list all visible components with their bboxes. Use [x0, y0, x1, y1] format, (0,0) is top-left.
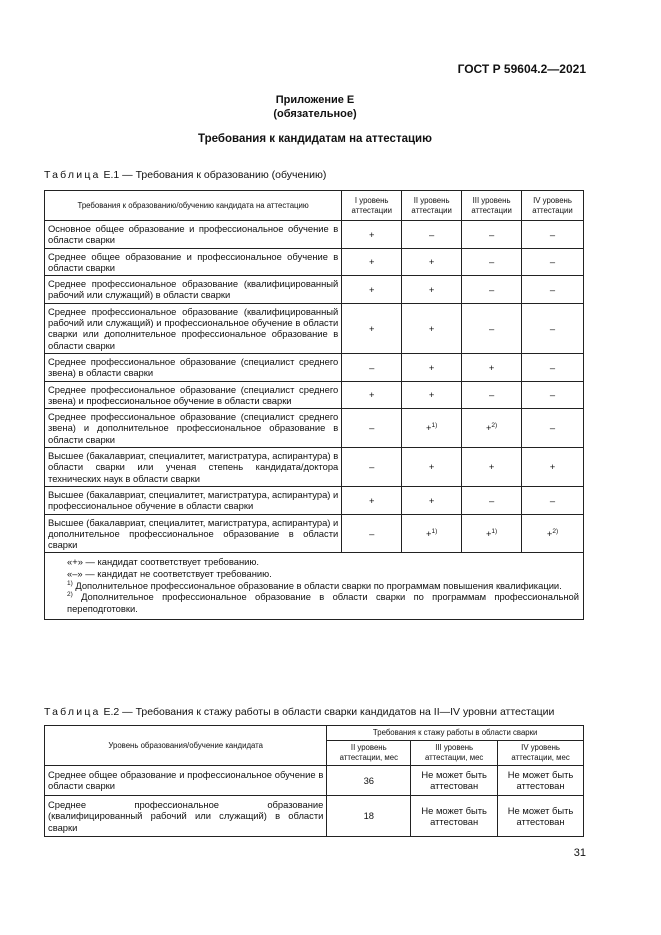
level-2-experience: 18 [327, 795, 411, 836]
header-education-level: Уровень образования/обучение кандидата [45, 726, 327, 766]
table2-row [45, 795, 584, 836]
footnote-ref: 2) [552, 527, 559, 535]
table1-caption-text: Е.1 — Требования к образованию (обучению) [103, 169, 327, 181]
level-3-mark [462, 381, 522, 409]
mark-symbol: – [549, 361, 556, 373]
level-3-mark [462, 303, 522, 353]
header-level-2-months: II уровень аттестации, мес [327, 741, 411, 766]
mark-symbol: – [549, 322, 556, 334]
mark-symbol: + [428, 389, 435, 401]
work-experience-table [44, 725, 584, 837]
level-4-mark [522, 221, 584, 249]
table2-caption-label: Таблица [44, 706, 101, 718]
header-experience-group: Требования к стажу работы в области сварки [327, 726, 584, 741]
mark-symbol: + [549, 461, 556, 473]
mark-symbol: – [549, 256, 556, 268]
table1-row [45, 514, 584, 553]
level-2-mark [402, 353, 462, 381]
header-level-3: III уровень аттестации [462, 191, 522, 221]
level-4-mark [522, 381, 584, 409]
footnote-2 [67, 591, 579, 614]
level-2-mark [402, 221, 462, 249]
requirement-text: Высшее (бакалавриат, специалитет, магистратура, аспирантура) и дополнительное профессиональное образование в области сварки [45, 514, 342, 553]
table2-header-row-1 [45, 726, 584, 741]
header-level-1: I уровень аттестации [342, 191, 402, 221]
table1-row [45, 353, 584, 381]
page-number: 31 [573, 847, 586, 859]
education-level-text: Среднее профессиональное образование (квалифицированный рабочий или служащий) в области сварки [45, 795, 327, 836]
footnote-ref: 1) [491, 527, 498, 535]
level-2-mark [402, 276, 462, 304]
mark-symbol: – [549, 494, 556, 506]
level-4-mark [522, 486, 584, 514]
mark-symbol: + [428, 461, 435, 473]
level-4-mark [522, 303, 584, 353]
table1-row [45, 486, 584, 514]
education-requirements-table [44, 190, 584, 620]
mark-symbol: + [368, 228, 375, 240]
level-2-mark [402, 448, 462, 487]
standard-code: ГОСТ Р 59604.2—2021 [457, 62, 586, 76]
level-3-mark [462, 486, 522, 514]
mark-symbol: – [549, 389, 556, 401]
footnote-ref: 1) [431, 422, 438, 430]
mark-symbol: – [369, 422, 375, 434]
mark-symbol: + [368, 256, 375, 268]
level-2-experience: 36 [327, 766, 411, 796]
mark-symbol: + [426, 422, 432, 434]
level-3-mark [462, 276, 522, 304]
level-3-mark [462, 514, 522, 553]
level-2-mark [402, 248, 462, 276]
level-4-experience: Не может быть аттестован [498, 795, 584, 836]
table2-caption-text: Е.2 — Требования к стажу работы в области сварки кандидатов на II—IV уровни аттестации [103, 706, 555, 718]
legend-plus: «+» — кандидат соответствует требованию. [67, 556, 260, 568]
level-3-mark [462, 221, 522, 249]
table1-header-row [45, 191, 584, 221]
footnote-2-mark: 2) [67, 591, 73, 599]
annex-heading [0, 93, 630, 121]
footnote-2-text: Дополнительное профессиональное образование в области сварки по программам профессиональной переподготовки. [67, 591, 579, 614]
mark-symbol: + [488, 461, 495, 473]
level-3-mark [462, 409, 522, 448]
annex-title: Приложение Е [275, 94, 355, 106]
table1-caption [44, 169, 326, 181]
level-2-mark [402, 381, 462, 409]
legend-minus: «–» — кандидат не соответствует требованию. [67, 568, 272, 580]
level-4-mark [522, 248, 584, 276]
table1-row [45, 248, 584, 276]
level-3-mark [462, 353, 522, 381]
table1-legend-row [45, 553, 584, 620]
mark-symbol: + [368, 494, 375, 506]
mark-symbol: – [488, 322, 495, 334]
footnote-1-mark: 1) [67, 579, 73, 587]
mark-symbol: + [428, 494, 435, 506]
table1-row [45, 381, 584, 409]
header-level-2: II уровень аттестации [402, 191, 462, 221]
level-3-mark [462, 248, 522, 276]
level-1-mark [342, 409, 402, 448]
mark-symbol: – [488, 389, 495, 401]
level-4-mark [522, 448, 584, 487]
level-4-mark [522, 514, 584, 553]
mark-symbol: – [549, 283, 556, 295]
header-level-3-months: III уровень аттестации, мес [411, 741, 498, 766]
level-3-mark [462, 448, 522, 487]
level-1-mark [342, 486, 402, 514]
level-3-experience: Не может быть аттестован [411, 766, 498, 796]
mark-symbol: – [488, 283, 495, 295]
table1-row [45, 448, 584, 487]
mark-symbol: – [549, 228, 556, 240]
level-1-mark [342, 221, 402, 249]
level-1-mark [342, 248, 402, 276]
mark-symbol: – [429, 228, 435, 240]
table1-row [45, 221, 584, 249]
level-2-mark [402, 303, 462, 353]
level-2-mark [402, 486, 462, 514]
mark-symbol: + [485, 527, 492, 539]
mark-symbol: + [428, 361, 435, 373]
level-2-mark [402, 514, 462, 553]
level-1-mark [342, 448, 402, 487]
mark-symbol: – [549, 422, 556, 434]
requirement-text: Среднее профессиональное образование (специалист среднего звена) в области сварки [45, 353, 342, 381]
table2-row [45, 766, 584, 796]
requirement-text: Среднее профессиональное образование (квалифицированный рабочий или служащий) и профессиональное обучение в области сварки или дополнительное профессиональное образование в области сварки [45, 303, 342, 353]
footnote-ref: 2) [491, 422, 498, 430]
mark-symbol: + [485, 422, 492, 434]
level-1-mark [342, 276, 402, 304]
level-1-mark [342, 514, 402, 553]
requirement-text: Среднее профессиональное образование (специалист среднего звена) и дополнительное профессиональное образование в области сварки [45, 409, 342, 448]
mark-symbol: + [426, 527, 432, 539]
footnote-1-text: Дополнительное профессиональное образование в области сварки по программам повышения квалификации. [72, 579, 562, 591]
mark-symbol: + [546, 527, 553, 539]
education-level-text: Среднее общее образование и профессиональное обучение в области сварки [45, 766, 327, 796]
requirement-text: Высшее (бакалавриат, специалитет, магистратура, аспирантура) и профессиональное обучение в области сварки [45, 486, 342, 514]
mark-symbol: + [368, 283, 375, 295]
annex-type: (обязательное) [273, 108, 357, 120]
level-4-mark [522, 353, 584, 381]
level-4-mark [522, 409, 584, 448]
mark-symbol: + [368, 322, 375, 334]
level-4-experience: Не может быть аттестован [498, 766, 584, 796]
level-1-mark [342, 303, 402, 353]
header-level-4: IV уровень аттестации [522, 191, 584, 221]
level-2-mark [402, 409, 462, 448]
table1-legend [45, 553, 584, 620]
mark-symbol: – [488, 256, 495, 268]
level-3-experience: Не может быть аттестован [411, 795, 498, 836]
requirement-text: Среднее профессиональное образование (специалист среднего звена) и профессиональное обучение в области сварки [45, 381, 342, 409]
mark-symbol: + [428, 283, 435, 295]
level-4-mark [522, 276, 584, 304]
mark-symbol: + [488, 361, 495, 373]
requirement-text: Основное общее образование и профессиональное обучение в области сварки [45, 221, 342, 249]
table2-caption [44, 706, 554, 718]
footnote-ref: 1) [431, 527, 438, 535]
level-1-mark [342, 353, 402, 381]
level-1-mark [342, 381, 402, 409]
mark-symbol: – [369, 361, 375, 373]
header-requirement: Требования к образованию/обучению кандидата на аттестацию [45, 191, 342, 221]
requirement-text: Высшее (бакалавриат, специалитет, магистратура, аспирантура) в области сварки или ученая степень кандидата/доктора технических наук в области сварки [45, 448, 342, 487]
mark-symbol: – [488, 228, 495, 240]
table1-row [45, 409, 584, 448]
table1-row [45, 276, 584, 304]
requirement-text: Среднее общее образование и профессиональное обучение в области сварки [45, 248, 342, 276]
table1-row [45, 303, 584, 353]
section-title: Требования к кандидатам на аттестацию [198, 133, 432, 145]
mark-symbol: – [488, 494, 495, 506]
header-level-4-months: IV уровень аттестации, мес [498, 741, 584, 766]
mark-symbol: + [428, 256, 435, 268]
table1-caption-label: Таблица [44, 169, 101, 181]
requirement-text: Среднее профессиональное образование (квалифицированный рабочий или служащий) в области сварки [45, 276, 342, 304]
mark-symbol: – [369, 527, 375, 539]
mark-symbol: + [428, 322, 435, 334]
footnote-1 [67, 580, 579, 592]
mark-symbol: + [368, 389, 375, 401]
mark-symbol: – [369, 461, 375, 473]
